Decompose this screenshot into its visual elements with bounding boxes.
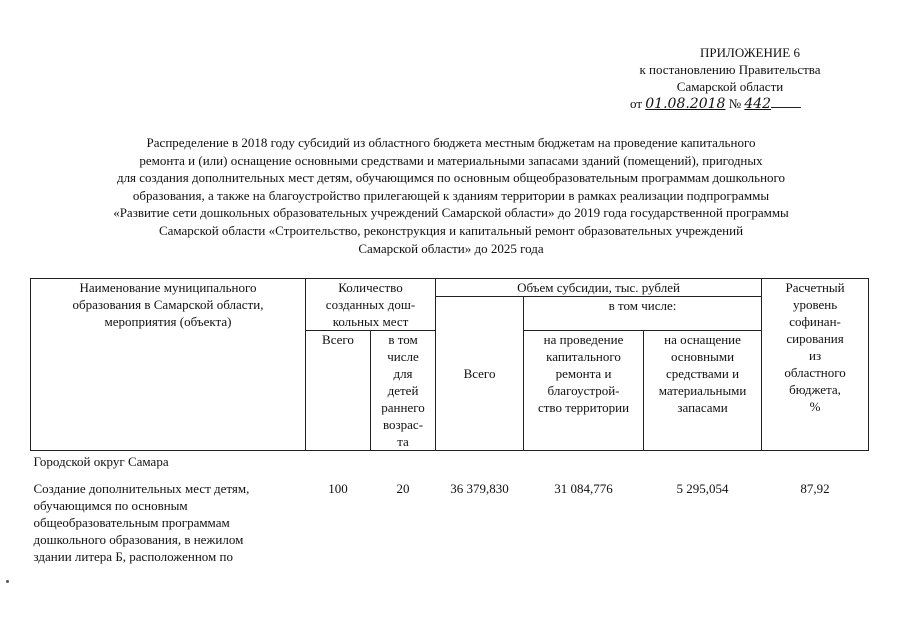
date-prefix: от [630,96,643,111]
title-line: «Развитие сети дошкольных образовательных учреждений Самарской области» до 2019 года государственной программы [113,205,789,221]
header-subsidy: Объем субсидии, тыс. рублей [436,279,762,297]
annex-line-3: Самарской области [676,79,784,94]
annex-title: ПРИЛОЖЕНИЕ 6 [700,45,800,60]
title-line: Самарской области «Строительство, реконструкция и капитальный ремонт образовательных учреждений [158,222,744,238]
header-repair: на проведение капитального ремонта и благоустрой- ство территории [524,331,644,451]
header-row-1 [31,279,869,297]
group-row [31,451,869,471]
row-places-early: 20 [396,481,410,496]
annex-header [600,44,860,113]
handwritten-number: 442 [744,96,772,112]
row-places-total: 100 [328,481,348,496]
table-row [31,470,869,565]
group-label: Городской округ Самара [33,454,169,469]
header-subsidy-total: Всего [436,297,524,451]
row-rate: 87,92 [800,481,830,496]
header-name: Наименование муниципального образования в Самарской области, мероприятия (объекта) [31,279,306,451]
document-title [20,134,882,257]
header-places-early: в том числе для детей раннего возрас- та [371,331,436,451]
title-line: Распределение в 2018 году субсидий из областного бюджета местным бюджетам на проведение капитального [146,135,756,150]
number-prefix: № [728,96,742,111]
header-including: в том числе: [524,297,762,331]
header-places: Количество созданных дош- кольных мест [306,279,436,331]
scan-speck [6,580,9,583]
title-line: ремонта и (или) оснащение основными средствами и материальными запасами зданий (помещений), пригодных [139,152,763,168]
handwritten-date: 01.08.2018 [645,96,726,112]
header-equipment: на оснащение основными средствами и материальными запасами [644,331,762,451]
row-name: Создание дополнительных мест детям, обучающимся по основным общеобразовательным программам дошкольного образования, в нежилом здании литера Б, расположенном по [33,481,250,564]
title-line: для создания дополнительных мест детям, обучающимся по основным общеобразовательным программам дошкольного [116,170,786,186]
annex-date-row [600,95,860,113]
header-rate: Расчетный уровень софинан- сирования из областного бюджета, % [762,279,869,451]
header-places-total: Всего [306,331,371,451]
row-subsidy-total: 36 379,830 [450,481,509,496]
row-repair: 31 084,776 [554,481,613,496]
annex-line-2: к постановлению Правительства [639,62,821,77]
subsidy-table [30,278,869,565]
title-line: Самарской области» до 2025 года [358,240,544,256]
row-equipment: 5 295,054 [676,481,729,496]
title-line: образования, а также на благоустройство прилегающей к зданиям территории в рамках реализации подпрограммы [132,187,770,203]
